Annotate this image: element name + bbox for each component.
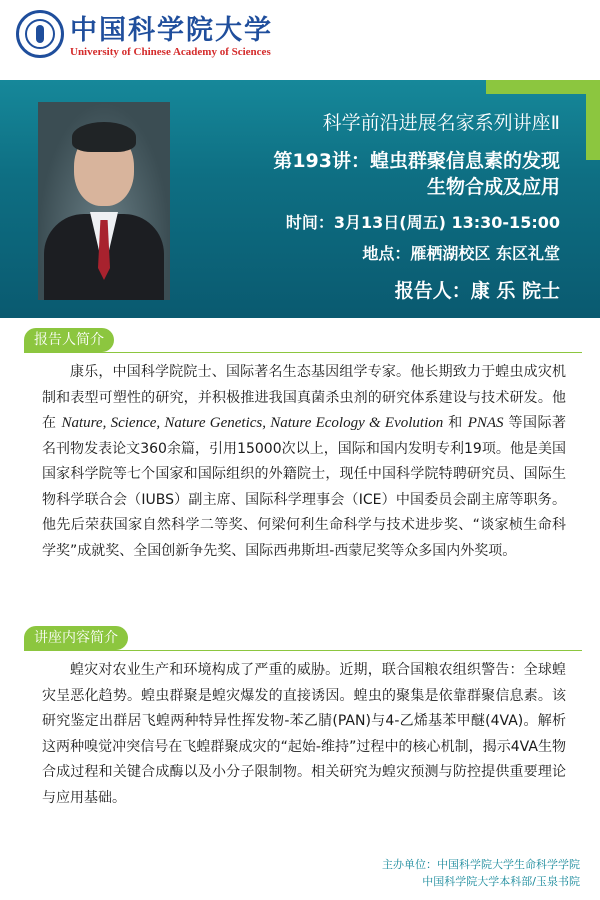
lecture-abstract: 蝗灾对农业生产和环境构成了严重的威胁。近期，联合国粮农组织警告：全球蝗灾呈恶化趋势。蝗虫群聚是蝗灾爆发的直接诱因。蝗虫的聚集是依靠群聚信息素。该研究鉴定出群居飞蝗两种特异性挥发物-苯乙腈(PAN)与4-乙烯基苯甲醚(4VA)。解析这两种嗅觉冲突信号在飞蝗群聚成灾的“起始-维持”过程中的核心机制，揭示4VA生物合成过程和关键合成酶以及小分子限制物。相关研究为蝗灾预测与防控提供重要理论与应用基础。 bbox=[42, 662, 566, 806]
university-name-en: University of Chinese Academy of Sciences bbox=[70, 46, 271, 58]
speaker-portrait bbox=[38, 102, 170, 300]
lecture-title-line1: 第193讲：蝗虫群聚信息素的发现 bbox=[273, 150, 560, 172]
lecture-title-line2: 生物合成及应用 bbox=[426, 176, 560, 198]
lecture-place: 地点：雁栖湖校区 东区礼堂 bbox=[362, 244, 560, 263]
bio-text-1: 康乐，中国科学院院士、国际著名生态基因组学专家。他长期致力于蝗虫成灾机制和表型可塑性的研究，并积极推进我国真菌杀虫剂的研究体系建设与技术研发。他在 bbox=[42, 364, 566, 431]
series-title: 科学前沿进展名家系列讲座Ⅱ bbox=[322, 112, 560, 134]
accent-bar-vertical bbox=[586, 80, 600, 160]
portrait-hair bbox=[72, 122, 136, 152]
accent-bar bbox=[486, 80, 600, 94]
lecture-time: 时间：3月13日(周五) 13:30-15:00 bbox=[285, 213, 560, 232]
bio-journals-1: Nature, Science, Nature Genetics, Nature Ecology & Evolution bbox=[61, 415, 444, 431]
organizer-line-2: 中国科学院大学本科部/玉泉书院 bbox=[422, 875, 580, 888]
bio-journals-2: PNAS bbox=[467, 415, 504, 431]
lecture-section-tag: 讲座内容简介 bbox=[24, 626, 128, 650]
ucas-seal-logo-icon bbox=[16, 10, 64, 58]
bio-divider bbox=[24, 352, 582, 353]
lecture-speaker: 报告人：康 乐 院士 bbox=[394, 280, 560, 302]
organizer-line-1: 主办单位：中国科学院大学生命科学学院 bbox=[382, 858, 580, 871]
university-name-cn: 中国科学院大学 bbox=[70, 15, 273, 46]
bio-and: 和 bbox=[443, 415, 468, 431]
speaker-bio bbox=[42, 360, 566, 564]
header bbox=[0, 0, 600, 78]
bio-section-tag: 报告人简介 bbox=[24, 328, 114, 352]
lecture-divider bbox=[24, 650, 582, 651]
bio-text-2: 等国际著名刊物发表论文360余篇，引用15000次以上，国际和国内发明专利19项。他是美国国家科学院等七个国家和国际组织的外籍院士，现任中国科学院特聘研究员、国际生物科学联合会（IUBS）副主席、国际科学理事会（ICE）中国委员会副主席等职务。他先后荣获国家自然科学二等奖、何梁何利生命科学与技术进步奖、“谈家桢生命科学奖”成就奖、全国创新争先奖、国际西弗斯坦-西蒙尼奖等众多国内外奖项。 bbox=[42, 415, 567, 559]
